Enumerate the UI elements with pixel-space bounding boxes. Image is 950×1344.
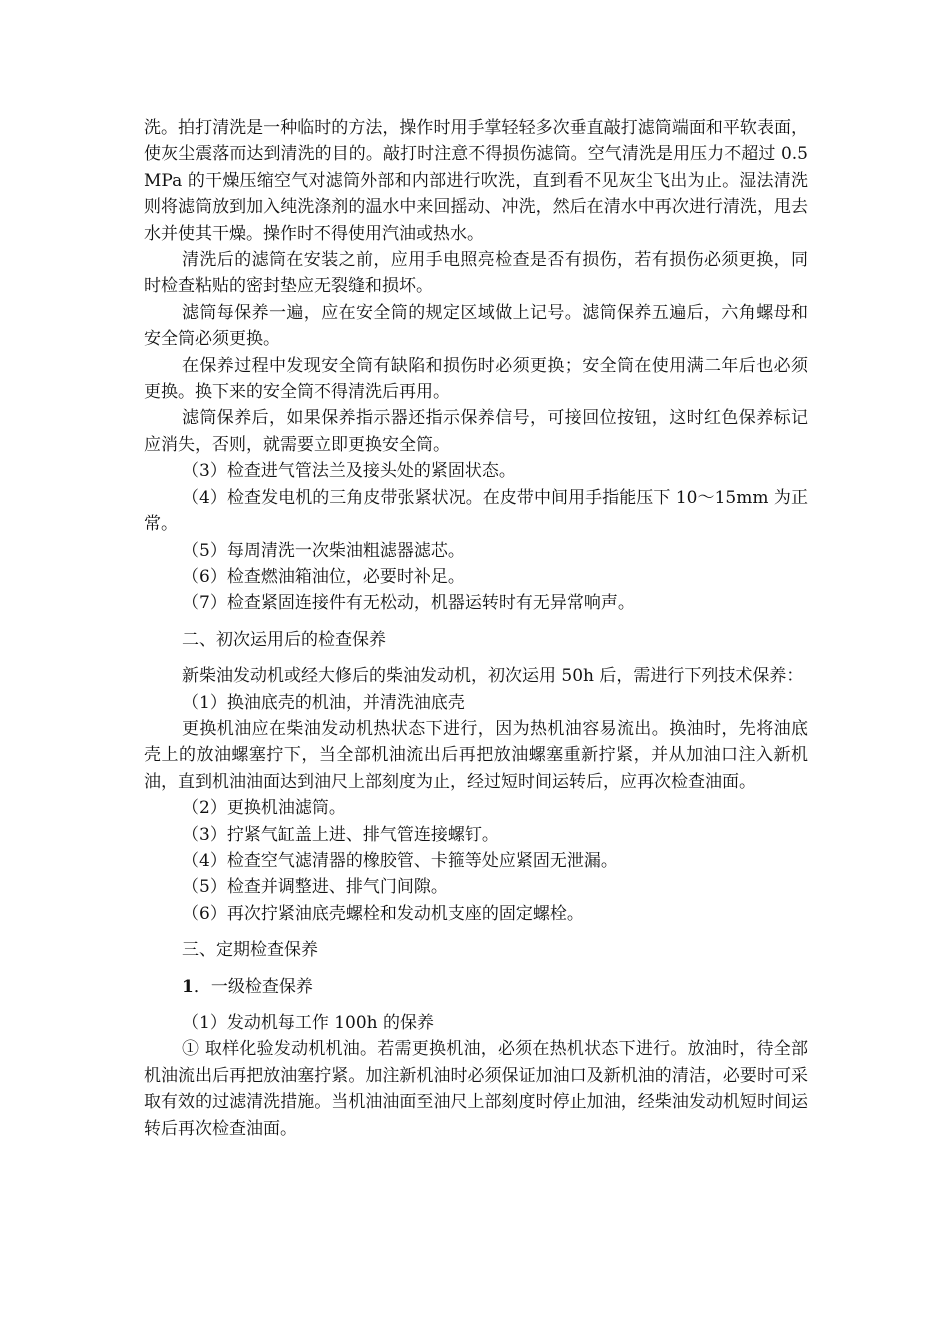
paragraph: 更换机油应在柴油发动机热状态下进行，因为热机油容易流出。换油时，先将油底壳上的放油螺塞拧下，当全部机油流出后再把放油螺塞重新拧紧，并从加油口注入新机油，直到机油油面达到油尺上部刻度为止，经过短时间运转后，应再次检查油面。: [144, 718, 808, 792]
list-item: （1）换油底壳的机油，并清洗油底壳: [182, 692, 465, 713]
list-item: （3）拧紧气缸盖上进、排气管连接螺钉。: [182, 824, 499, 845]
paragraph: 滤筒每保养一遍，应在安全筒的规定区域做上记号。滤筒保养五遍后，六角螺母和安全筒必须更换。: [144, 302, 808, 350]
list-item: （4）检查空气滤清器的橡胶管、卡箍等处应紧固无泄漏。: [182, 850, 618, 871]
paragraph: 洗。拍打清洗是一种临时的方法，操作时用手掌轻轻多次垂直敲打滤筒端面和平软表面，使灰尘震落而达到清洗的目的。敲打时注意不得损伤滤筒。空气清洗是用压力不超过 0.5MPa 的干燥压缩空气对滤筒外部和内部进行吹洗，直到看不见灰尘飞出为止。湿法清洗则将滤筒放到加入纯洗涤剂的温水中来回摇动、冲洗，然后在清水中再次进行清洗，甩去水并使其干燥。操作时不得使用汽油或热水。: [144, 118, 808, 244]
list-item: （3）检查进气管法兰及接头处的紧固状态。: [182, 461, 516, 482]
paragraph: ① 取样化验发动机机油。若需更换机油，必须在热机状态下进行。放油时，待全部机油流出后再把放油塞拧紧。加注新机油时必须保证加油口及新机油的清洁，必要时可采取有效的过滤清洗措施。当机油油面至油尺上部刻度时停止加油，经柴油发动机短时间运转后再次检查油面。: [144, 1039, 808, 1139]
section-heading: 三、定期检查保养: [182, 940, 318, 961]
list-item: （5）检查并调整进、排气门间隙。: [182, 877, 448, 898]
list-item: （6）再次拧紧油底壳螺栓和发动机支座的固定螺栓。: [182, 903, 584, 924]
subsection-number: 1: [182, 976, 194, 997]
list-item: （6）检查燃油箱油位，必要时补足。: [182, 566, 465, 587]
list-item: （4）检查发电机的三角皮带张紧状况。在皮带中间用手指能压下 10～15mm 为正常。: [144, 487, 808, 535]
paragraph: 在保养过程中发现安全筒有缺陷和损伤时必须更换；安全筒在使用满二年后也必须更换。换下来的安全筒不得清洗后再用。: [144, 355, 808, 403]
document-page: [144, 115, 808, 1142]
list-item: （1）发动机每工作 100h 的保养: [182, 1013, 435, 1033]
paragraph: 新柴油发动机或经大修后的柴油发动机，初次运用 50h 后，需进行下列技术保养：: [182, 666, 804, 687]
list-item: （5）每周清洗一次柴油粗滤器滤芯。: [182, 540, 465, 561]
section-heading: 二、初次运用后的检查保养: [182, 629, 386, 650]
paragraph: 清洗后的滤筒在安装之前，应用手电照亮检查是否有损伤，若有损伤必须更换，同时检查粘贴的密封垫应无裂缝和损坏。: [144, 250, 808, 297]
list-item: （2）更换机油滤筒。: [182, 798, 346, 819]
subsection-heading: [144, 974, 808, 1000]
list-item: （7）检查紧固连接件有无松动，机器运转时有无异常响声。: [182, 593, 635, 614]
paragraph: 滤筒保养后，如果保养指示器还指示保养信号，可接回位按钮，这时红色保养标记应消失，否则，就需要立即更换安全筒。: [144, 408, 808, 455]
subsection-title: ．一级检查保养: [193, 976, 313, 997]
